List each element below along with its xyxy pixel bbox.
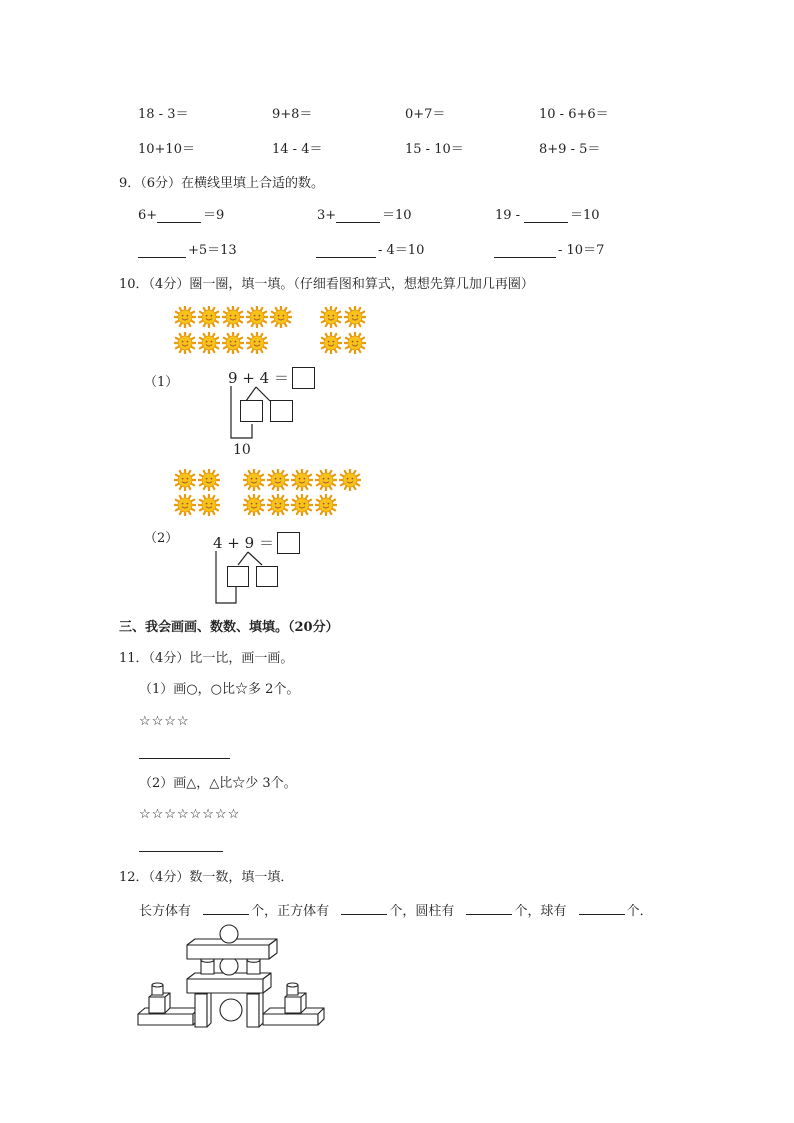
question-10-title: 10．（4分）圈一圈，填一填。（仔细看图和算式，想想先算几加几再圈） — [119, 277, 534, 292]
sun-icon — [344, 332, 366, 354]
fill-blank[interactable] — [494, 243, 556, 258]
q11-part-2: （2）画△，△比☆少 3个。 — [139, 776, 297, 791]
fill-blank[interactable] — [157, 208, 201, 223]
cuboid — [263, 1014, 318, 1025]
sun-icon — [174, 306, 196, 328]
q12-text: 长方体有 — [139, 904, 192, 919]
subtotal-label: 10 — [233, 442, 251, 458]
arith-item: 14 - 4＝ — [272, 142, 323, 157]
sun-icon — [198, 494, 220, 516]
sun-icon — [267, 494, 289, 516]
sun-icon — [267, 469, 289, 491]
fill-suffix: +5＝13 — [188, 243, 237, 258]
arith-item: 15 - 10＝ — [405, 142, 464, 157]
sun-icon — [339, 469, 361, 491]
sun-icon — [291, 494, 313, 516]
q12-text: 个，圆柱有 — [389, 904, 455, 919]
sun-icon — [243, 469, 265, 491]
sun-icon — [243, 494, 265, 516]
sun-icon — [198, 332, 220, 354]
building-blocks-figure — [135, 922, 327, 1030]
equation-2: 4 + 9 ＝ — [213, 534, 274, 552]
section-heading: 三、我会画画、数数、填填。（20分） — [119, 620, 339, 635]
q11-part-1: （1）画○，○比☆多 2个。 — [139, 682, 300, 697]
sun-icon — [174, 332, 196, 354]
sun-icon — [246, 306, 268, 328]
sun-icon — [222, 306, 244, 328]
arith-item: 18 - 3＝ — [138, 107, 189, 122]
sun-icon — [174, 469, 196, 491]
fill-blank[interactable] — [466, 902, 512, 915]
split-box[interactable] — [240, 400, 263, 422]
fill-blank[interactable] — [203, 902, 249, 915]
q12-text: 个，正方体有 — [251, 904, 330, 919]
star-row: ☆☆☆☆☆☆☆☆ — [139, 807, 241, 822]
fill-suffix: ＝10 — [570, 208, 600, 223]
q12-text: 个． — [626, 904, 653, 919]
arith-item: 9+8＝ — [272, 107, 313, 122]
fill-prefix: 3+ — [317, 208, 337, 223]
cube — [285, 997, 301, 1013]
fill-prefix: 6+ — [138, 208, 158, 223]
sphere — [220, 957, 238, 975]
q12-text: 个，球有 — [514, 904, 567, 919]
question-9-title: 9．（6分）在横线里填上合适的数。 — [119, 176, 325, 191]
sun-icon — [315, 469, 337, 491]
arith-item: 8+9 - 5＝ — [539, 142, 601, 157]
sun-icon — [291, 469, 313, 491]
sun-icon — [198, 306, 220, 328]
cuboid — [138, 1014, 193, 1025]
fill-blank[interactable] — [316, 243, 376, 258]
fill-suffix: - 10＝7 — [558, 243, 605, 258]
fill-suffix: ＝10 — [382, 208, 412, 223]
question-11-title: 11．（4分）比一比，画一画。 — [119, 651, 294, 666]
part-1-label: （1） — [144, 375, 179, 390]
arith-item: 0+7＝ — [405, 107, 446, 122]
fill-suffix: - 4＝10 — [378, 243, 425, 258]
sphere — [220, 999, 242, 1021]
sun-icon — [320, 332, 342, 354]
equation-1: 9 + 4 ＝ — [228, 369, 289, 387]
split-box[interactable] — [227, 566, 249, 587]
question-12-title: 12．（4分）数一数，填一填． — [119, 870, 294, 885]
sun-icon — [246, 332, 268, 354]
sun-icon — [270, 306, 292, 328]
arith-item: 10 - 6+6＝ — [539, 107, 609, 122]
arith-item: 10+10＝ — [138, 142, 195, 157]
fill-blank[interactable] — [579, 902, 625, 915]
fill-blank[interactable] — [524, 208, 568, 223]
sun-icon — [222, 332, 244, 354]
part-2-label: （2） — [144, 531, 179, 546]
sun-icon — [315, 494, 337, 516]
fill-prefix: 19 - — [495, 208, 521, 223]
sun-icon — [198, 469, 220, 491]
drawing-line[interactable] — [139, 758, 230, 759]
cube — [149, 997, 165, 1013]
split-box[interactable] — [256, 566, 278, 587]
cuboid — [187, 979, 263, 993]
split-box[interactable] — [270, 400, 293, 422]
fill-blank[interactable] — [341, 902, 387, 915]
sphere — [220, 925, 238, 943]
split-lines-2 — [210, 550, 290, 606]
sun-icon — [344, 306, 366, 328]
fill-suffix: ＝9 — [203, 208, 225, 223]
drawing-line[interactable] — [139, 851, 223, 852]
star-row: ☆☆☆☆ — [139, 714, 190, 729]
fill-blank[interactable] — [138, 243, 186, 258]
q12-fill-row — [139, 902, 653, 920]
fill-blank[interactable] — [336, 208, 380, 223]
sun-icon — [320, 306, 342, 328]
cuboid — [187, 945, 269, 959]
sun-icon — [174, 494, 196, 516]
